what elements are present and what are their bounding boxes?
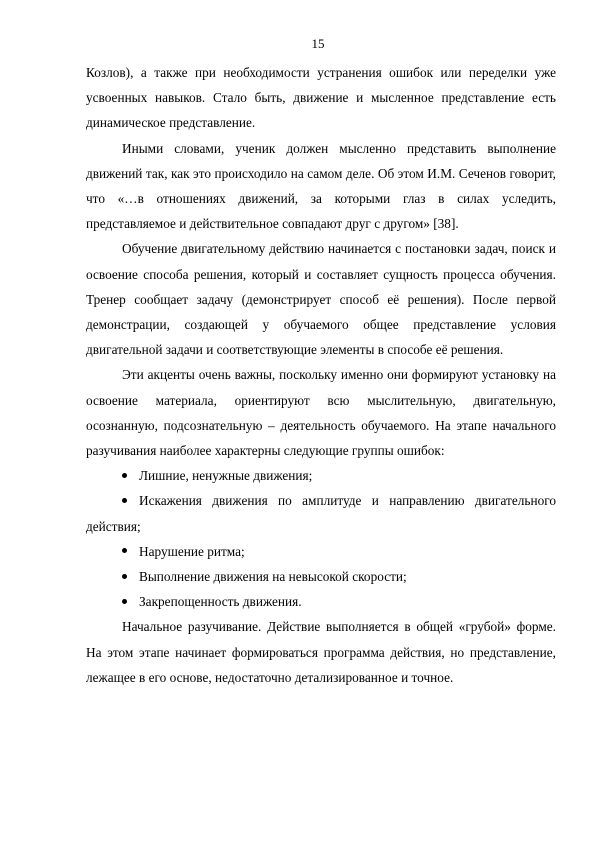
paragraph: Иными словами, ученик должен мысленно представить выполнение движений так, как это происходило на самом деле. Об этом И.М. Сеченов говорит, что «…в отношениях движений, за которыми глаз в силах уследить, представляемое и действительное совпадают друг с другом» [38]. <box>86 140 556 232</box>
bullet-text: Лишние, ненужные движения; <box>139 468 313 484</box>
bullet-text: Искажения движения по амплитуде и направлению двигательного действия; <box>86 493 556 534</box>
bullet-text: Закрепощенность движения. <box>139 594 302 610</box>
bullet-icon <box>122 548 127 553</box>
bullet-text: Выполнение движения на невысокой скорости; <box>139 569 407 585</box>
paragraph: Начальное разучивание. Действие выполняется в общей «грубой» форме. На этом этапе начинает формироваться программа действия, но представление, лежащее в его основе, недостаточно детализированное и точное. <box>86 619 556 685</box>
bullet-item <box>86 539 556 564</box>
bullet-item <box>86 463 556 488</box>
bullet-item <box>86 488 556 538</box>
bullet-text: Нарушение ритма; <box>139 543 245 559</box>
bullet-item <box>86 564 556 589</box>
bullet-icon <box>122 599 127 604</box>
bullet-icon <box>122 498 127 503</box>
paragraph: Эти акценты очень важны, поскольку именно они формируют установку на освоение материала, ориентируют всю мыслительную, двигательную, осознанную, подсознательную – деятельность обучаемого. На этапе начального разучивания наиболее характерны следующие группы ошибок: <box>86 367 556 459</box>
page-body <box>86 60 556 690</box>
page-number: 15 <box>311 36 325 51</box>
paragraph-continuation: Козлов), а также при необходимости устранения ошибок или переделки уже усвоенных навыков. Стало быть, движение и мысленное представление есть динамическое представление. <box>86 65 556 131</box>
paragraph: Обучение двигательному действию начинается с постановки задач, поиск и освоение способа решения, который и составляет сущность процесса обучения. Тренер сообщает задачу (демонстрирует способ её решения). После первой демонстрации, создающей у обучаемого общее представление условия двигательной задачи и соответствующие элементы в способе её решения. <box>86 241 556 358</box>
bullet-icon <box>122 473 127 478</box>
bullet-item <box>86 589 556 614</box>
bullet-icon <box>122 574 127 579</box>
